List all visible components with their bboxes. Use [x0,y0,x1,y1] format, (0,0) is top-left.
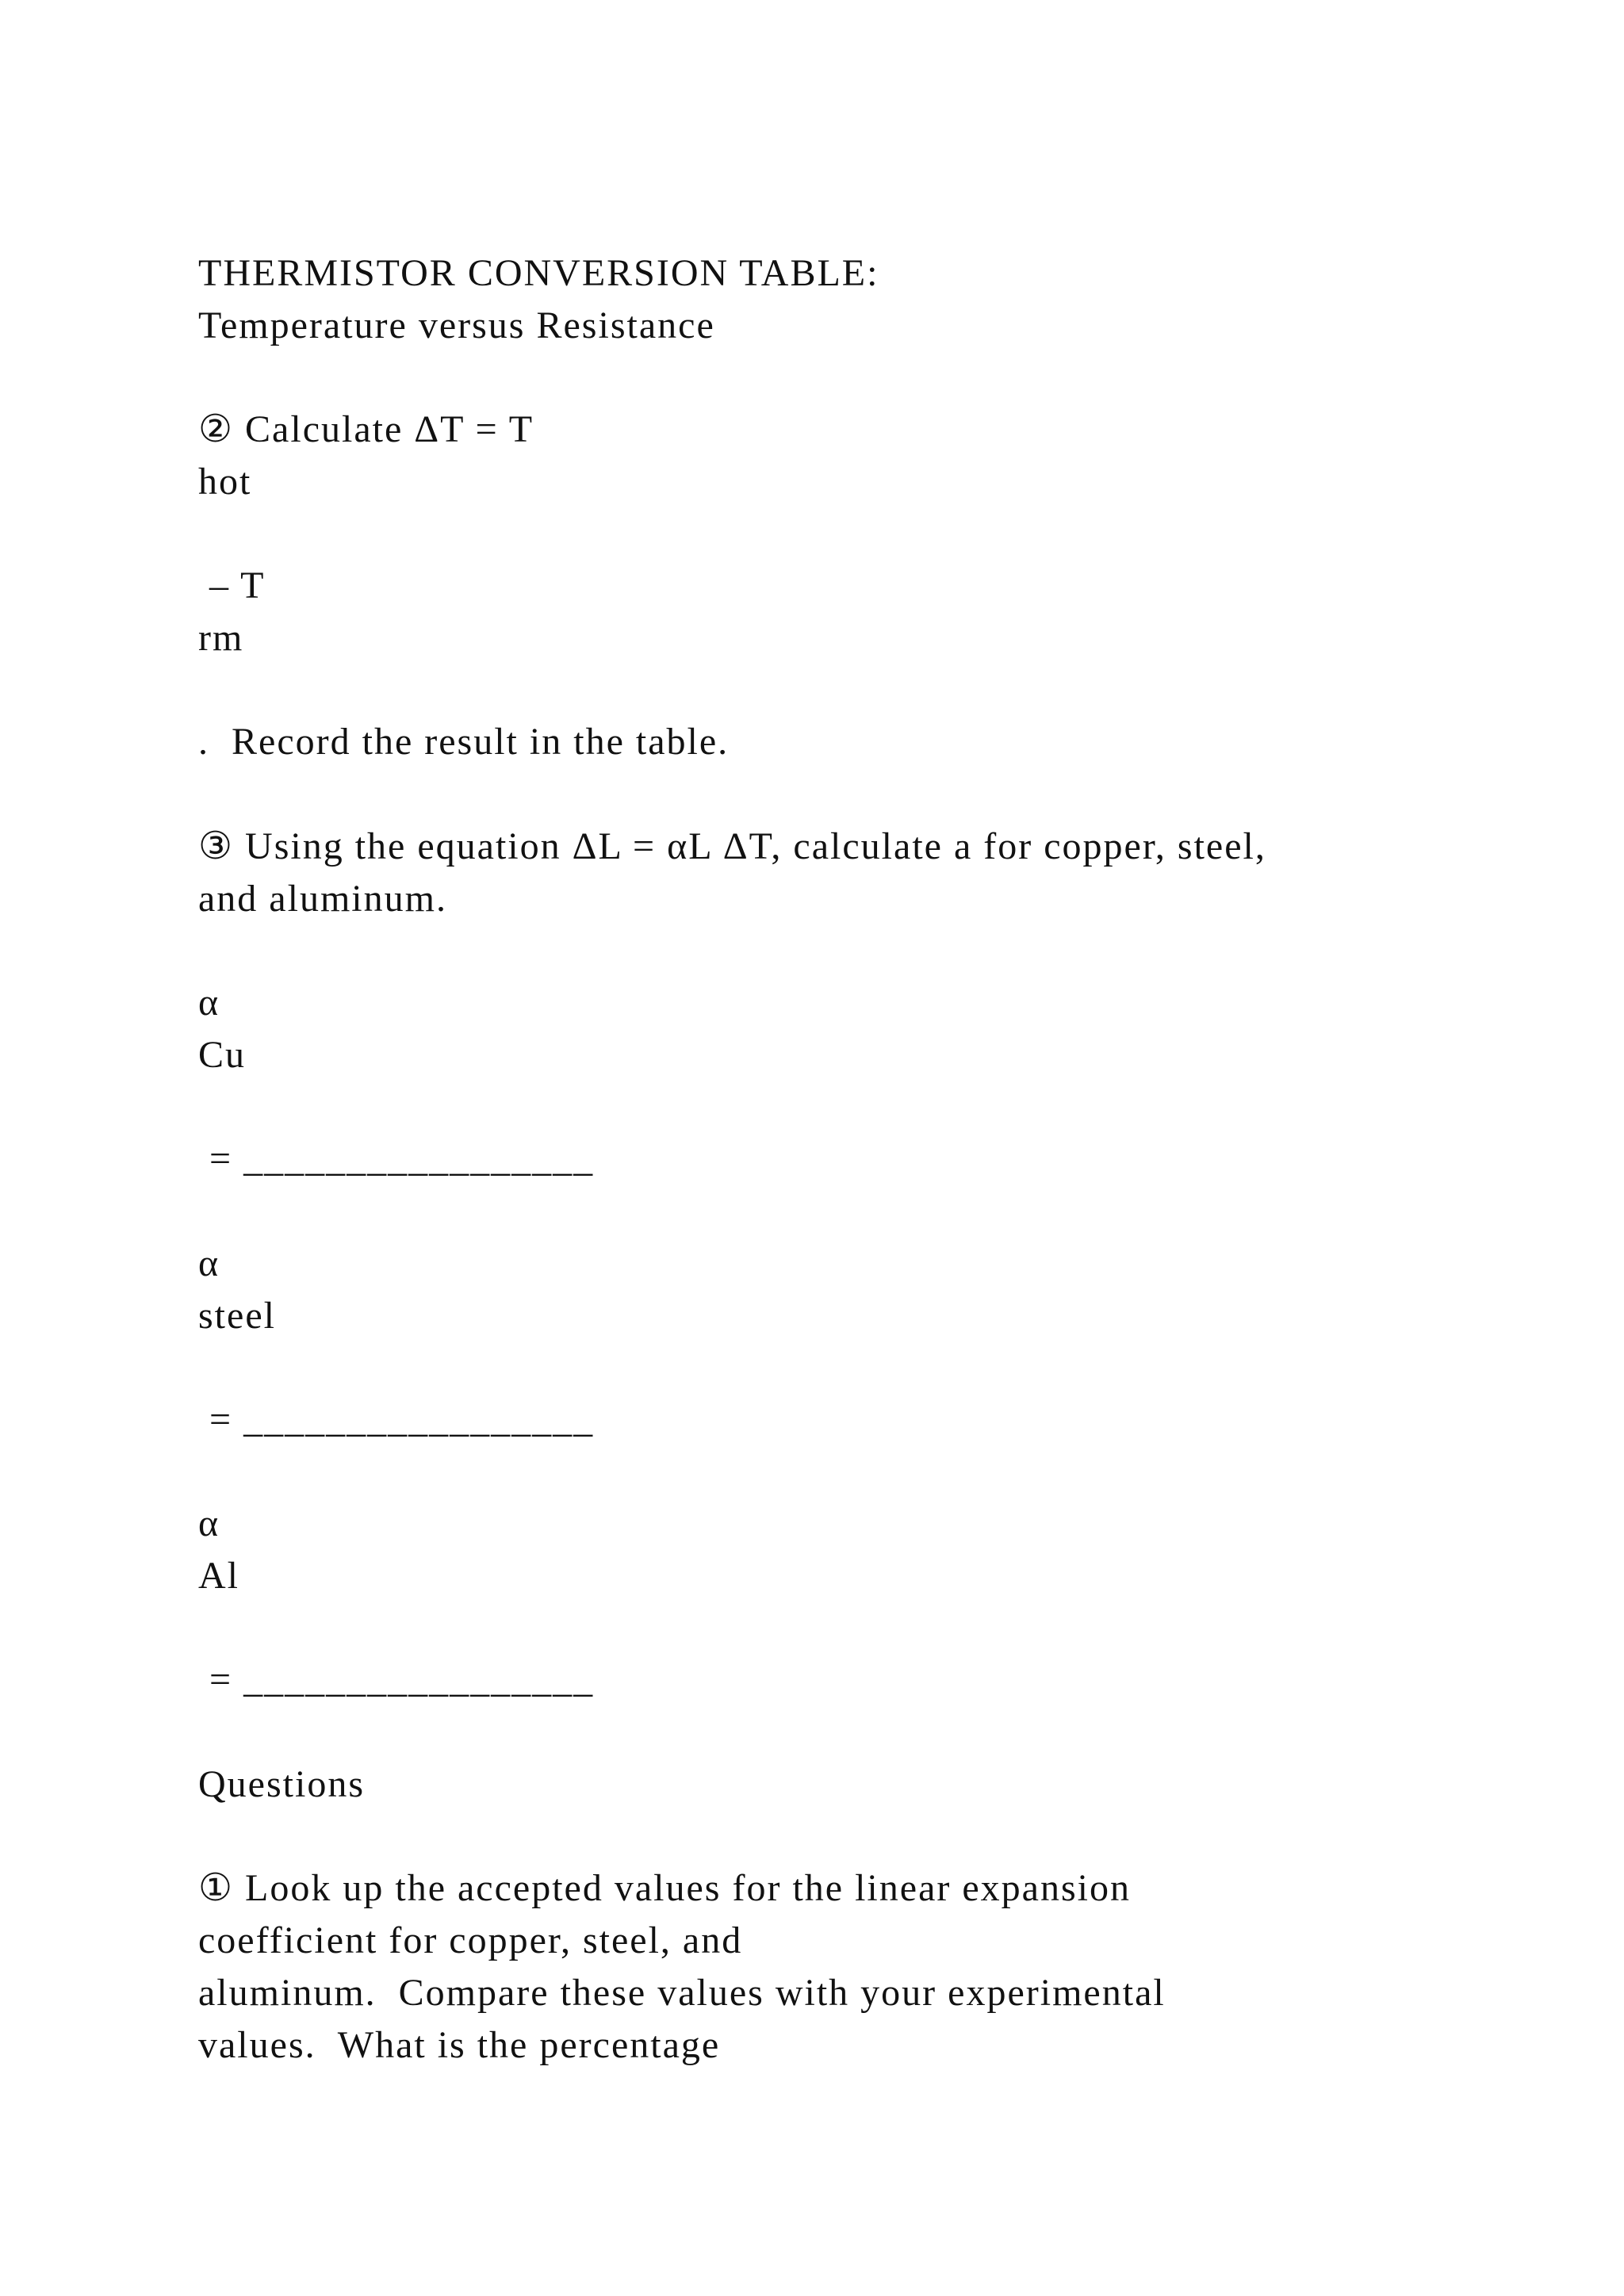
questions-heading: Questions [198,1763,365,1805]
alpha-cu-symbol: α [198,982,220,1024]
step2-record-instruction: . Record the result in the table. [198,721,730,763]
step2-instruction: ② Calculate ΔT = T [198,408,534,450]
question1-line2: coefficient for copper, steel, and [198,1919,743,1961]
step2-subscript-rm: rm [198,617,244,659]
question1-line1: ① Look up the accepted values for the linear expansion [198,1867,1131,1909]
alpha-al-subscript: Al [198,1555,239,1597]
document-subtitle: Temperature versus Resistance [198,304,715,346]
alpha-cu-subscript: Cu [198,1034,247,1076]
alpha-al-blank: = _________________ [198,1659,595,1701]
document-title: THERMISTOR CONVERSION TABLE: [198,252,879,294]
question1-line4: values. What is the percentage [198,2024,721,2066]
alpha-al-symbol: α [198,1502,220,1544]
alpha-steel-subscript: steel [198,1295,276,1337]
step3-instruction-cont: and aluminum. [198,878,447,920]
alpha-steel-symbol: α [198,1242,220,1284]
alpha-steel-blank: = _________________ [198,1399,595,1441]
step2-minus-t: – T [198,564,266,607]
step2-subscript-hot: hot [198,461,252,503]
alpha-cu-blank: = _________________ [198,1138,595,1180]
question1-line3: aluminum. Compare these values with your experimental [198,1972,1166,2014]
step3-instruction: ③ Using the equation ΔL = αL ΔT, calculate a for copper, steel, [198,825,1266,867]
